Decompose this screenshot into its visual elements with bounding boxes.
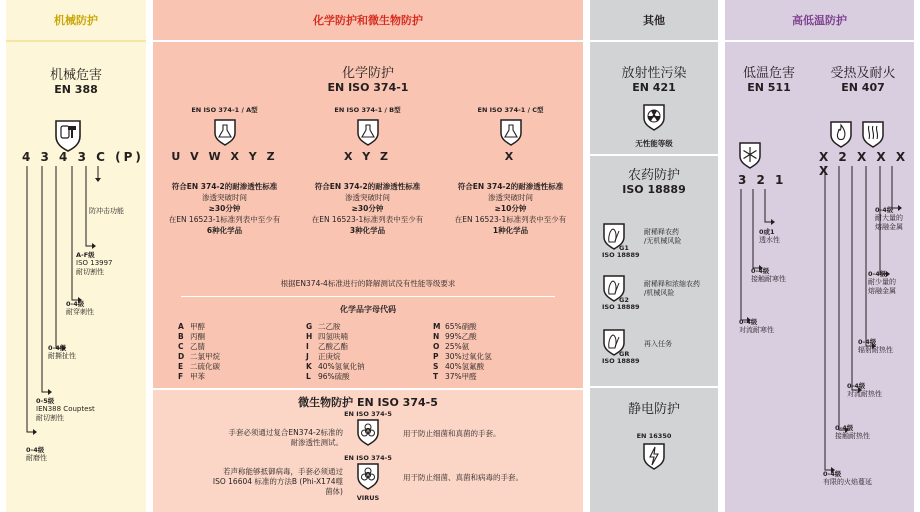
type-letters: X Y Z	[343, 150, 392, 163]
micro-left-1: 手套必须通过复合EN374-2标准的 耐渗透性测试。	[228, 428, 343, 447]
mech-standard: EN 388	[54, 83, 98, 96]
level-desc: 有限的火焰蔓延	[823, 478, 872, 486]
other-header: 其他	[590, 0, 718, 40]
pest-badge: GR	[619, 350, 630, 358]
micro-right-1: 用于防止细菌和真菌的手套。	[403, 429, 501, 438]
flask-shield-icon	[499, 118, 523, 146]
chem-type-a	[153, 106, 296, 236]
mech-level-abrasion	[26, 446, 47, 463]
mech-level-cut-coup	[36, 397, 95, 423]
flask-shield-icon	[356, 118, 380, 146]
level-desc: ISO 13997 耐切割性	[76, 259, 113, 276]
level-range: A-F级	[76, 251, 95, 259]
type-line3: ≥30分钟	[351, 204, 384, 213]
level-range: 0-5级	[36, 397, 55, 405]
cold-standard: EN 511	[747, 81, 791, 94]
level-range: 0-4级	[739, 318, 758, 326]
fire-level-convective	[847, 382, 882, 399]
level-desc: 接触耐热性	[835, 432, 870, 440]
mech-level-puncture	[66, 300, 94, 317]
lightning-shield-icon	[642, 442, 666, 470]
mech-level-impact	[89, 207, 124, 216]
level-desc: 耐大量的 熔融金属	[875, 214, 903, 231]
micro-title: 微生物防护 EN ISO 374-5	[298, 396, 438, 409]
mech-title: 机械危害	[49, 68, 102, 83]
chem-code-row: O 25%氨	[433, 342, 470, 351]
level-desc: 透水性	[759, 236, 780, 244]
chem-code-row: E 二硫化碳	[178, 362, 220, 371]
cold-level-water	[759, 228, 780, 245]
level-range: 0-4级	[66, 300, 85, 308]
type-letters: U V W X Y Z	[171, 150, 278, 163]
pest-desc: 耐稀释和浓缩农药 /机械风险	[644, 280, 700, 297]
micro-label: EN ISO 374-5	[344, 410, 392, 418]
chem-code-row: F 甲苯	[178, 372, 205, 381]
fire-level-radiant	[858, 338, 893, 355]
type-line5: 6种化学品	[206, 226, 243, 235]
micro-panel	[153, 388, 583, 512]
biohazard-shield-icon	[356, 462, 380, 490]
type-line5: 3种化学品	[349, 226, 386, 235]
chem-code-row: L 96%硫酸	[306, 372, 350, 381]
level-range: 0-4级	[847, 382, 866, 390]
radio-note: 无性能等级	[635, 139, 673, 148]
pest-std: ISO 18889	[602, 357, 640, 365]
chem-standard: EN ISO 374-1	[327, 81, 409, 94]
other-column	[590, 0, 718, 512]
mechanical-column	[6, 0, 146, 512]
fire-level-large-molten	[875, 206, 903, 232]
chem-type-c	[439, 106, 582, 236]
static-standard: EN 16350	[636, 432, 672, 440]
thermal-column	[725, 0, 914, 512]
pesticide-standard: ISO 18889	[622, 183, 686, 196]
fire-level-flame-spread	[823, 470, 872, 487]
type-line4: 在EN 16523-1标准列表中至少有	[454, 215, 567, 224]
fire-code: X 2 X X X X	[819, 150, 909, 178]
cold-level-contact	[751, 267, 786, 284]
chem-code-row: A 甲醇	[178, 322, 205, 331]
micro-badge-1	[343, 410, 393, 450]
chemical-header: 化学防护和微生物防护	[153, 0, 583, 40]
micro-badge-2	[343, 454, 393, 502]
micro-right-2: 用于防止细菌、真菌和病毒的手套。	[403, 473, 523, 482]
chem-codes-col-3	[433, 322, 492, 382]
chem-code-row: K 40%氢氧化钠	[306, 362, 365, 371]
fire-standard: EN 407	[841, 81, 885, 94]
mech-code: 4 3 4 3 C (P)	[22, 150, 144, 164]
flask-shield-icon	[213, 118, 237, 146]
level-range: 0-4级	[823, 470, 842, 478]
radiation-shield-icon	[642, 103, 666, 131]
level-range: 0或1	[759, 228, 775, 236]
divider	[590, 154, 718, 156]
mech-level-cut-iso	[76, 251, 113, 277]
level-range: 0-4级	[751, 267, 770, 275]
level-range: 0-4级	[868, 270, 887, 278]
type-line2: 渗透突破时间	[202, 193, 247, 202]
degradation-note: 根据EN374-4标准进行的降解测试没有性能等级要求	[280, 279, 456, 288]
type-line4: 在EN 16523-1标准列表中至少有	[168, 215, 281, 224]
type-line5: 1种化学品	[492, 226, 529, 235]
chem-code-row: J 正庚烷	[306, 352, 341, 361]
chem-codes-title: 化学品字母代码	[340, 305, 396, 314]
type-line3: ≥30分钟	[208, 204, 241, 213]
pest-desc: 耐稀释农药 /无机械风险	[644, 228, 682, 245]
level-range: 0-4级	[875, 206, 894, 214]
chem-codes-col-1	[178, 322, 220, 382]
radio-title: 放射性污染	[621, 66, 687, 81]
cold-code: 3 2 1	[738, 173, 787, 187]
level-range: 0-4级	[858, 338, 877, 346]
chem-title: 化学防护	[341, 66, 394, 81]
chem-code-row: P 30%过氧化氢	[433, 352, 492, 361]
type-line3: ≥10分钟	[494, 204, 527, 213]
virus-label: VIRUS	[356, 494, 380, 502]
divider	[590, 386, 718, 388]
level-desc: 耐撕扯性	[48, 352, 76, 360]
type-line1: 符合EN 374-2的耐渗透性标准	[457, 182, 564, 191]
chem-code-row: C 乙腈	[178, 342, 205, 351]
pest-badge: G2	[619, 296, 629, 304]
micro-left-2: 若声称能够抵御病毒，手套必须通过 ISO 16604 标准的方法B (Phi-X174噬 菌体)	[212, 467, 343, 496]
chem-codes-col-2	[306, 322, 365, 382]
type-label: EN ISO 374-1 / C型	[477, 106, 544, 114]
type-label: EN ISO 374-1 / B型	[334, 106, 401, 114]
type-label: EN ISO 374-1 / A型	[191, 106, 258, 114]
chem-code-row: B 丙酮	[178, 332, 205, 341]
chem-type-b	[296, 106, 439, 236]
chem-code-row: S 40%氢氟酸	[433, 362, 485, 371]
level-desc: IEN388 Couptest 耐切割性	[36, 405, 95, 422]
micro-label: EN ISO 374-5	[344, 454, 392, 462]
type-line2: 渗透突破时间	[345, 193, 390, 202]
level-desc: 耐少量的 熔融金属	[868, 278, 896, 295]
fire-level-small-molten	[868, 270, 896, 296]
fire-level-contact	[835, 424, 870, 441]
thermal-leader-lines	[725, 0, 914, 512]
level-range: 0-4级	[26, 446, 45, 454]
level-desc: 耐磨性	[26, 454, 47, 462]
static-title: 静电防护	[627, 402, 680, 417]
level-desc: 对流耐寒性	[739, 326, 774, 334]
level-range: 0-4级	[48, 344, 67, 352]
cold-title: 低温危害	[742, 66, 795, 81]
level-desc: 接触耐寒性	[751, 275, 786, 283]
biohazard-shield-icon	[356, 418, 380, 446]
chemical-column	[153, 0, 583, 512]
type-letters: X	[504, 150, 517, 163]
cold-level-convective	[739, 318, 774, 335]
pesticide-title: 农药防护	[627, 168, 680, 183]
chem-code-row: T 37%甲醛	[433, 372, 477, 381]
type-line4: 在EN 16523-1标准列表中至少有	[311, 215, 424, 224]
chem-code-row: H 四氢呋喃	[306, 332, 348, 341]
chem-code-row: D 二氯甲烷	[178, 352, 220, 361]
mech-level-tear	[48, 344, 76, 361]
chem-code-row: N 99%乙酸	[433, 332, 477, 341]
type-line1: 符合EN 374-2的耐渗透性标准	[171, 182, 278, 191]
level-desc: 耐穿刺性	[66, 308, 94, 316]
chem-code-row: I 乙酸乙酯	[306, 342, 348, 351]
chem-code-row: G 二乙胺	[306, 322, 341, 331]
radio-standard: EN 421	[632, 81, 676, 94]
fire-title: 受热及耐火	[830, 66, 896, 81]
chem-code-row: M 65%硝酸	[433, 322, 477, 331]
mechanical-header: 机械防护	[6, 0, 146, 40]
thermal-header: 高低温防护	[725, 0, 914, 40]
type-line2: 渗透突破时间	[488, 193, 533, 202]
type-line1: 符合EN 374-2的耐渗透性标准	[314, 182, 421, 191]
divider	[181, 296, 555, 297]
pest-desc: 再入任务	[644, 340, 672, 348]
level-desc: 对流耐热性	[847, 390, 882, 398]
level-desc: 辐射耐热性	[858, 346, 893, 354]
level-range: 0-4级	[835, 424, 854, 432]
pest-badge: G1	[619, 244, 629, 252]
pest-std: ISO 18889	[602, 251, 640, 259]
level-desc: 防冲击功能	[89, 207, 124, 215]
pest-std: ISO 18889	[602, 303, 640, 311]
